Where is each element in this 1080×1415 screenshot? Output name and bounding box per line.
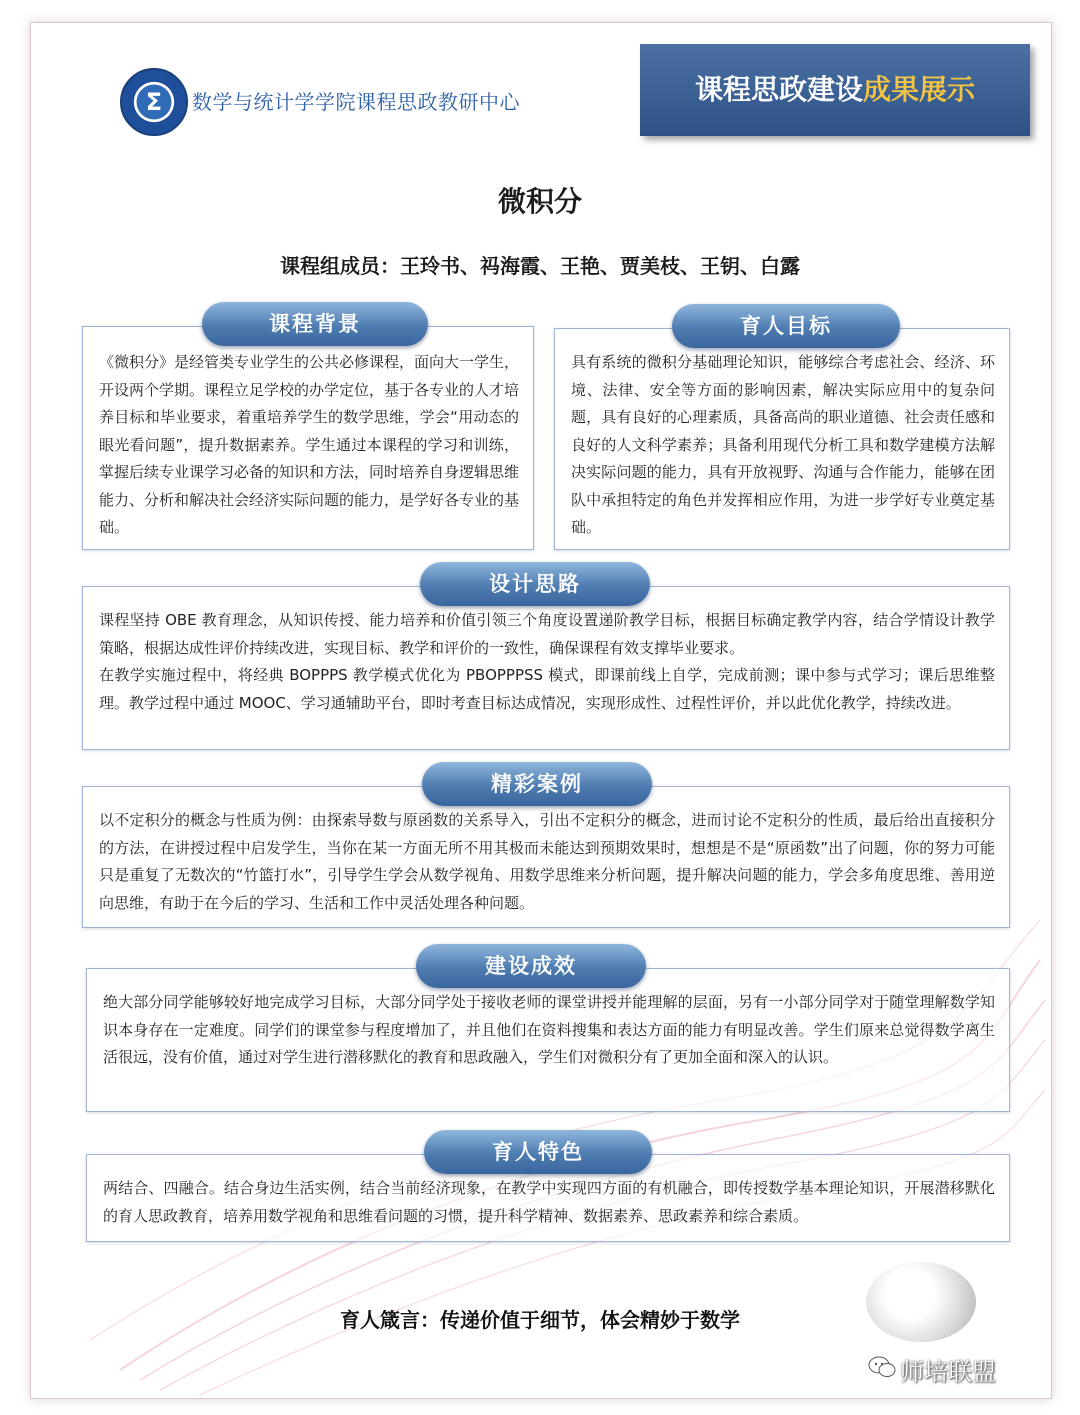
background-heading: 课程背景 [202, 302, 428, 346]
results-box [86, 968, 1010, 1112]
banner-title: 课程思政建设 [694, 73, 863, 106]
features-heading: 育人特色 [424, 1130, 652, 1174]
center-name: 数学与统计学学院课程思政教研中心 [192, 90, 520, 114]
wechat-icon [868, 1356, 896, 1378]
design-text-2: 在教学实施过程中，将经典 BOPPPS 教学模式优化为 PBOPPPSS 模式，即课前线上自学，完成前测；课中参与式学习；课后思维整理。教学过程中通过 MOOC、学习通辅助平台，即时考查目标达成情况，实现形成性、过程性评价，并以此优化教学，持续改进。 [99, 666, 995, 712]
results-text: 绝大部分同学能够较好地完成学习目标，大部分同学处于接收老师的课堂讲授并能理解的层面，另有一小部分同学对于随堂理解数学知识本身存在一定难度。同学们的课堂参与程度增加了，并且他们在资料搜集和表达方面的能力有明显改善。学生们原来总觉得数学离生活很远，没有价值，通过对学生进行潜移默化的教育和思政融入，学生们对微积分有了更加全面和深入的认识。 [103, 993, 995, 1066]
cases-heading: 精彩案例 [422, 762, 652, 806]
header-banner [640, 44, 1030, 136]
sigma-icon: Σ [145, 88, 163, 116]
goals-box [554, 328, 1010, 550]
cases-text: 以不定积分的概念与性质为例：由探索导数与原函数的关系导入，引出不定积分的概念，进而讨论不定积分的性质，最后给出直接积分的方法，在讲授过程中启发学生，当你在某一方面无所不用其极而未能达到预期效果时，想想是不是“原函数”出了问题，你的努力可能只是重复了无数次的“竹篮打水”，引导学生学会从数学视角、用数学思维来分析问题，提升解决问题的能力，学会多角度思维、善用逆向思维，有助于在今后的学习、生活和工作中灵活处理各种问题。 [99, 811, 995, 912]
course-title: 微积分 [497, 185, 582, 218]
cases-box [82, 786, 1010, 928]
banner-highlight: 成果展示 [863, 73, 976, 106]
goals-text: 具有系统的微积分基础理论知识，能够综合考虑社会、经济、环境、法律、安全等方面的影响因素，解决实际应用中的复杂问题，具有良好的心理素质，具备高尚的职业道德、社会责任感和良好的人文科学素养；具备利用现代分析工具和数学建模方法解决实际问题的能力，具有开放视野、沟通与合作能力，能够在团队中承担特定的角色并发挥相应作用，为进一步学好专业奠定基础。 [571, 353, 995, 536]
course-members: 课程组成员：王玲书、祃海霞、王艳、贾美枝、王钥、白露 [280, 254, 800, 278]
features-text: 两结合、四融合。结合身边生活实例，结合当前经济现象，在教学中实现四方面的有机融合，即传授数学基本理论知识，开展潜移默化的育人思政教育，培养用数学视角和思维看问题的习惯，提升科学精神、数据素养、思政素养和综合素质。 [103, 1179, 995, 1225]
motto: 育人箴言：传递价值于细节，体会精妙于数学 [340, 1308, 740, 1332]
watermark: 师培联盟 [900, 1358, 996, 1386]
design-box [82, 586, 1010, 750]
goals-heading: 育人目标 [672, 304, 900, 348]
background-text: 《微积分》是经管类专业学生的公共必修课程，面向大一学生，开设两个学期。课程立足学校的办学定位，基于各专业的人才培养目标和毕业要求，着重培养学生的数学思维，学会“用动态的眼光看问题”，提升数据素养。学生通过本课程的学习和训练，掌握后续专业课学习必备的知识和方法，同时培养自身逻辑思维能力、分析和解决社会经济实际问题的能力，是学好各专业的基础。 [99, 353, 520, 536]
results-heading: 建设成效 [416, 944, 646, 988]
college-logo [120, 68, 188, 136]
design-text-1: 课程坚持 OBE 教育理念，从知识传授、能力培养和价值引领三个角度设置递阶教学目标，根据目标确定教学内容，结合学情设计教学策略，根据达成性评价持续改进，实现目标、教学和评价的一致性，确保课程有效支撑毕业要求。 [99, 611, 995, 657]
background-box [82, 326, 534, 550]
design-heading: 设计思路 [420, 562, 650, 606]
